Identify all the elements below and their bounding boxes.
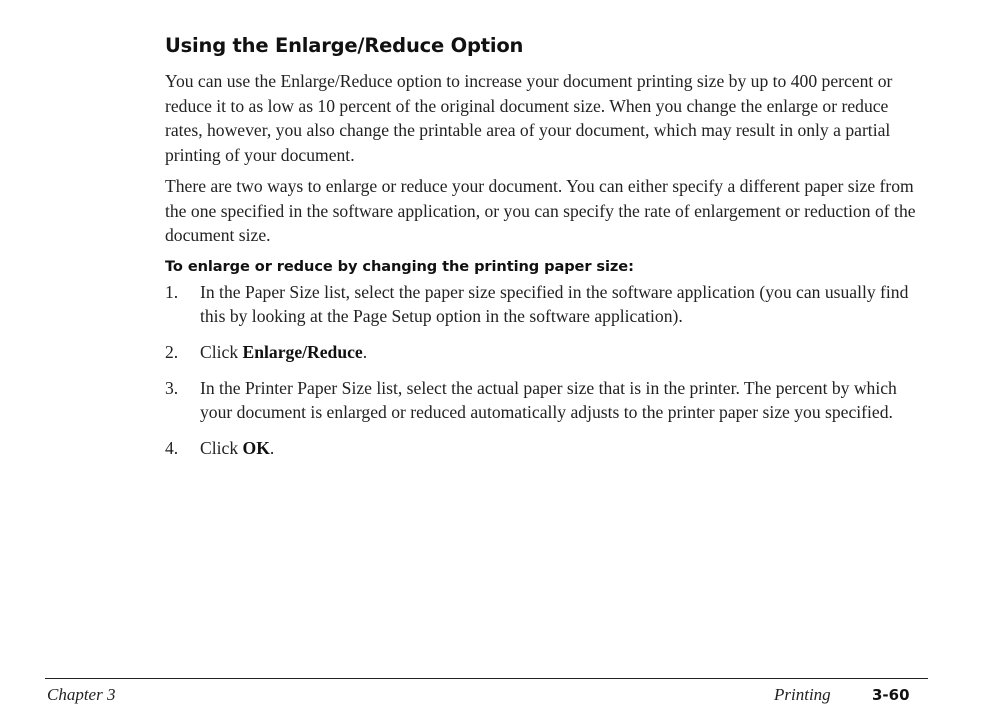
procedure-title: To enlarge or reduce by changing the printing paper size: xyxy=(165,257,634,275)
footer-page-number: 3-60 xyxy=(872,686,910,704)
step-text: In the Paper Size list, select the paper size specified in the software application (you can usually find this by looking at the Page Setup option in the software application). xyxy=(200,281,909,326)
step-number: 3. xyxy=(165,377,179,398)
footer-divider xyxy=(45,678,928,679)
step-item xyxy=(165,340,925,364)
step-item xyxy=(165,436,925,460)
step-number: 1. xyxy=(165,281,179,302)
step-number: 4. xyxy=(165,437,179,458)
step-text-prefix: Click xyxy=(200,437,243,458)
footer-section-name: Printing xyxy=(774,685,831,704)
methods-paragraph: There are two ways to enlarge or reduce your document. You can either specify a different paper size from the one specified in the software application, or you can specify the rate of enlargement or reduction of the document size. xyxy=(165,176,916,245)
step-item xyxy=(165,376,925,424)
step-number: 2. xyxy=(165,341,179,362)
step-text-prefix: Click xyxy=(200,341,243,362)
enlarge-reduce-label: Enlarge/Reduce xyxy=(242,341,363,362)
step-text: In the Printer Paper Size list, select the actual paper size that is in the printer. The percent by which your document is enlarged or reduced automatically adjusts to the printer paper size you specified. xyxy=(200,377,897,422)
step-item xyxy=(165,280,925,328)
page-content xyxy=(165,34,925,472)
intro-paragraph: You can use the Enlarge/Reduce option to increase your document printing size by up to 400 percent or reduce it to as low as 10 percent of the original document size. When you change the enlarge or reduce rates, however, you also change the printable area of your document, which may result in only a partial printing of your document. xyxy=(165,71,893,165)
step-text-suffix: . xyxy=(269,437,275,458)
step-list xyxy=(165,280,925,460)
step-text-suffix: . xyxy=(362,341,368,362)
section-title: Using the Enlarge/Reduce Option xyxy=(165,34,524,57)
ok-label: OK xyxy=(242,437,270,458)
footer-chapter: Chapter 3 xyxy=(47,685,116,704)
